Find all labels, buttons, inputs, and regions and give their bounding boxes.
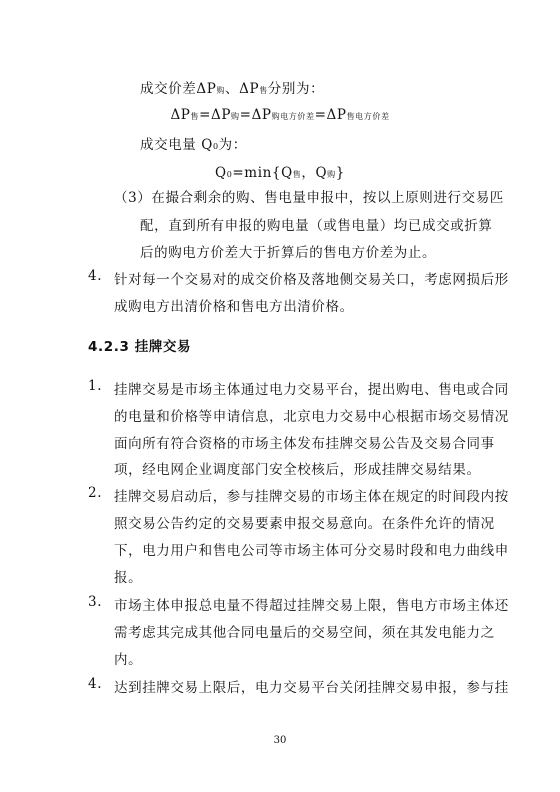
list-item-number: 4. [88, 676, 103, 692]
list-item-1-line: 挂牌交易是市场主体通过电力交易平台，提出购电、售电或合同 [114, 382, 509, 398]
formula-volume: Q0=min{Q售，Q购} [215, 165, 345, 181]
list-item-3-line: 需考虑其完成其他合同电量后的交易空间，须在其发电能力之 [114, 625, 495, 641]
item4-line2: 成购电方出清价格和售电方出清价格。 [114, 299, 354, 315]
item4-number: 4. [88, 268, 103, 284]
list-item-number: 1. [88, 378, 103, 394]
list-item-1-line: 项，经电网企业调度部门安全校核后，形成挂牌交易结果。 [114, 462, 481, 478]
list-item-number: 2. [88, 485, 103, 501]
list-item-4-line: 达到挂牌交易上限后，电力交易平台关闭挂牌交易申报，参与挂 [114, 680, 509, 696]
list-item-1-line: 面向所有符合资格的市场主体发布挂牌交易公告及交易合同事 [114, 436, 495, 452]
list-item-3-line: 内。 [114, 652, 143, 668]
section-heading: 4.2.3 挂牌交易 [88, 339, 192, 355]
item3-line1: （3）在撮合剩余的购、售电量申报中，按以上原则进行交易匹 [114, 190, 504, 206]
item3-line3: 后的购电方价差大于折算后的售电方价差为止。 [140, 245, 437, 261]
item4-line1: 针对每一个交易对的成交价格及落地侧交易关口，考虑网损后形 [114, 272, 509, 288]
formula-label-volume: 成交电量 Q0为： [140, 137, 247, 153]
list-item-1-line: 的电量和价格等申请信息，北京电力交易中心根据市场交易情况 [114, 409, 509, 425]
list-item-2-line: 挂牌交易启动后，参与挂牌交易的市场主体在规定的时间段内按 [114, 489, 509, 505]
list-item-2-line: 下，电力用户和售电公司等市场主体可分交易时段和电力曲线申 [114, 543, 509, 559]
formula-label-price-diff: 成交价差ΔP购、ΔP售分别为： [140, 81, 325, 97]
list-item-2-line: 照交易公告约定的交易要素申报交易意向。在条件允许的情况 [114, 516, 495, 532]
list-item-2-line: 报。 [114, 570, 143, 586]
page-number: 30 [273, 735, 287, 746]
list-item-3-line: 市场主体申报总电量不得超过挂牌交易上限，售电方市场主体还 [114, 598, 509, 614]
item3-line2: 配，直到所有申报的购电量（或售电量）均已成交或折算 [140, 218, 493, 234]
list-item-number: 3. [88, 594, 103, 610]
formula-price-diff: ΔP售=ΔP购=ΔP购电方价差=ΔP售电方价差 [170, 107, 390, 123]
